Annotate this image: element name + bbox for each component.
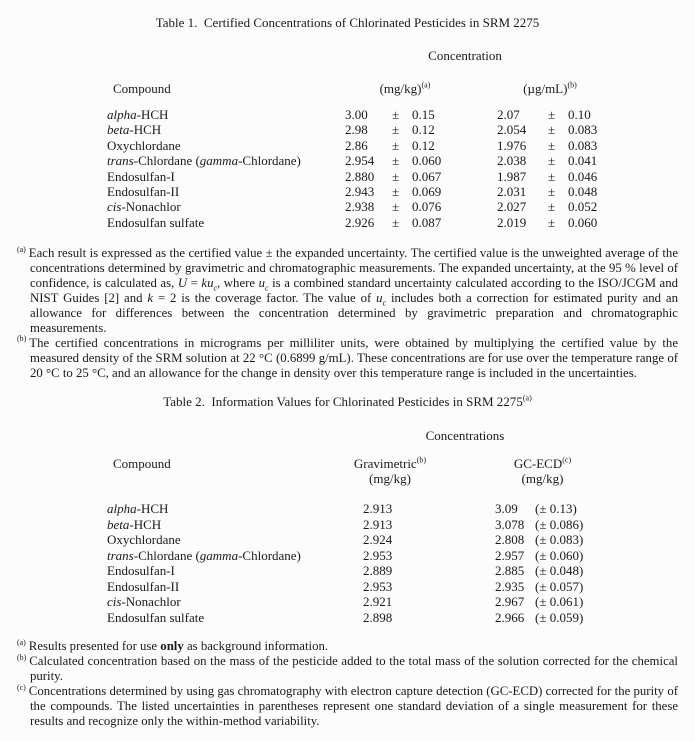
- table1-column-header-row: [0, 81, 695, 96]
- mgkg-value-cell: 2.938: [345, 199, 375, 215]
- mgkg-value-cell: 2.86: [345, 137, 368, 153]
- row-indent: [0, 153, 107, 168]
- table-row: [0, 532, 695, 548]
- plus-minus-symbol: ±: [392, 168, 400, 184]
- compound-cell: [107, 215, 345, 230]
- gravimetric-value-cell: 2.889: [363, 563, 393, 579]
- table-row: [0, 138, 695, 153]
- spacer: [415, 610, 495, 626]
- compound-cell: [107, 199, 345, 214]
- footnote-marker: (b): [17, 653, 27, 663]
- spacer: [415, 517, 495, 533]
- mgkg-uncertainty-cell: 0.067: [412, 168, 442, 184]
- spacer: [415, 532, 495, 548]
- title-text: Table 2. Information Values for Chlorinated Pesticides in SRM 2275: [163, 394, 523, 410]
- gcecd-uncertainty-cell: (± 0.059): [535, 609, 584, 625]
- text-segment: alpha: [107, 107, 137, 122]
- compound-cell: [107, 138, 345, 153]
- plus-minus-symbol: ±: [548, 184, 556, 200]
- ugml-uncertainty-cell: 0.10: [568, 107, 591, 122]
- table2-body: [0, 501, 695, 625]
- ugml-value-cell: 2.07: [497, 107, 520, 122]
- footnote-ref: (b): [416, 456, 427, 466]
- text-segment: c: [213, 283, 218, 293]
- plus-minus-symbol: ±: [392, 199, 400, 215]
- text-segment: Endosulfan-II: [107, 184, 180, 200]
- plus-minus-symbol: ±: [548, 137, 556, 153]
- text-segment: only: [160, 639, 184, 654]
- compound-cell: [107, 532, 363, 548]
- text-segment: Endosulfan-I: [107, 168, 175, 184]
- table1-body: [0, 107, 695, 230]
- gcecd-uncertainty-cell: (± 0.13): [535, 501, 577, 517]
- text-segment: Endosulfan sulfate: [107, 214, 205, 230]
- table2-title: [0, 394, 695, 409]
- table-row: [0, 548, 695, 564]
- gcecd-value-cell: 2.957: [495, 547, 525, 563]
- text-segment: as background information.: [183, 639, 329, 654]
- gcecd-uncertainty-cell: (± 0.061): [535, 594, 584, 610]
- unit-label: (µg/mL): [523, 81, 568, 96]
- table2-footnotes: [17, 639, 678, 728]
- gravimetric-value-cell: 2.953: [363, 547, 393, 563]
- ugml-uncertainty-cell: 0.046: [568, 168, 598, 184]
- footnote-ref: (a): [522, 394, 532, 404]
- text-segment: k: [147, 290, 154, 305]
- plus-minus-symbol: ±: [392, 153, 400, 169]
- compound-cell: [107, 548, 363, 564]
- table2-column-header-row: [0, 456, 695, 486]
- mgkg-uncertainty-cell: 0.12: [412, 137, 435, 153]
- ugml-value-cell: 1.976: [497, 137, 527, 153]
- text-segment: is a combined standard uncertainty calculated according to the ISO/JCGM and NIST Guides [2] and: [30, 276, 678, 305]
- row-indent: [0, 563, 107, 579]
- text-segment: -Nonachlor: [121, 594, 181, 610]
- plus-minus-symbol: ±: [392, 107, 400, 122]
- ugml-value-cell: 2.031: [497, 184, 527, 200]
- plus-minus-symbol: ±: [548, 153, 556, 169]
- spacer: [415, 563, 495, 579]
- text-segment: Concentrations determined by using gas chromatography with electron capture detection (GC-ECD) corrected for the purity of the compounds. The listed uncertainties in parentheses represent one standard deviation of a single measurement for these results and recognize only the within-method variability.: [28, 684, 678, 728]
- row-indent: [0, 169, 107, 184]
- text-segment: =: [187, 276, 202, 291]
- table1-group-header: Concentration: [428, 48, 502, 63]
- spacer: [415, 501, 495, 517]
- gravimetric-value-cell: 2.913: [363, 501, 393, 517]
- ugml-value-cell: 2.019: [497, 214, 527, 230]
- gcecd-uncertainty-cell: (± 0.057): [535, 578, 584, 594]
- footnote-marker: (a): [17, 244, 26, 254]
- spacer: [0, 456, 113, 486]
- text-segment: gamma: [199, 547, 239, 563]
- row-indent: [0, 107, 107, 122]
- row-indent: [0, 184, 107, 199]
- text-segment: Oxychlordane: [107, 137, 181, 153]
- mgkg-uncertainty-cell: 0.087: [412, 214, 442, 230]
- column-label: Gravimetric: [353, 456, 417, 472]
- table1-title: Table 1. Certified Concentrations of Chlorinated Pesticides in SRM 2275: [155, 15, 540, 30]
- mgkg-value-cell: 2.954: [345, 153, 375, 169]
- text-segment: -HCH: [129, 122, 162, 138]
- mgkg-uncertainty-cell: 0.12: [412, 122, 435, 138]
- row-indent: [0, 579, 107, 595]
- text-segment: Results presented for use: [28, 639, 161, 654]
- ugml-uncertainty-cell: 0.083: [568, 137, 598, 153]
- table-row: [0, 184, 695, 199]
- plus-minus-symbol: ±: [392, 122, 400, 138]
- ugml-value-cell: 2.027: [497, 199, 527, 215]
- text-segment: -Chlordane (: [133, 153, 200, 169]
- gcecd-value-cell: 2.885: [495, 563, 525, 579]
- text-segment: cis: [107, 594, 122, 610]
- text-segment: -Chlordane): [238, 153, 301, 169]
- table1-compound-header: Compound: [113, 81, 171, 96]
- row-indent: [0, 501, 107, 517]
- text-segment: Endosulfan-I: [107, 563, 175, 579]
- text-segment: Endosulfan-II: [107, 578, 180, 594]
- table-row: [0, 594, 695, 610]
- unit-label: (mg/kg): [369, 471, 411, 487]
- gcecd-uncertainty-cell: (± 0.086): [535, 516, 584, 532]
- compound-cell: [107, 169, 345, 184]
- row-indent: [0, 122, 107, 137]
- column-label-line: [485, 456, 600, 471]
- footnote-ref: (b): [567, 80, 577, 90]
- text-segment: c: [265, 283, 269, 293]
- text-segment: -HCH: [136, 107, 169, 122]
- ugml-uncertainty-cell: 0.048: [568, 184, 598, 200]
- text-segment: beta: [107, 516, 130, 532]
- row-indent: [0, 532, 107, 548]
- gravimetric-value-cell: 2.921: [363, 594, 393, 610]
- table2-compound-header: Compound: [113, 456, 171, 472]
- text-segment: -Chlordane (: [133, 547, 200, 563]
- plus-minus-symbol: ±: [548, 107, 556, 122]
- column-label-line: [335, 456, 445, 471]
- gcecd-value-cell: 2.966: [495, 609, 525, 625]
- compound-cell: [107, 517, 363, 533]
- mgkg-uncertainty-cell: 0.15: [412, 107, 435, 122]
- gcecd-value-cell: 2.967: [495, 594, 525, 610]
- table-row: [0, 153, 695, 168]
- gcecd-value-cell: 2.935: [495, 578, 525, 594]
- plus-minus-symbol: ±: [392, 184, 400, 200]
- footnote: [17, 639, 678, 654]
- ugml-uncertainty-cell: 0.041: [568, 153, 598, 169]
- spacer: [445, 456, 485, 486]
- unit-label: (mg/kg): [379, 81, 422, 96]
- text-segment: Each result is expressed as the certified value ± the expanded uncertainty. The certified value is the unweighted average of the concentrations determined by gravimetric and chromatographic measurements. The expanded uncertainty, at the 95 % level of confidence, is calculated as,: [28, 246, 678, 291]
- gcecd-uncertainty-cell: (± 0.060): [535, 547, 584, 563]
- plus-minus-symbol: ±: [548, 168, 556, 184]
- compound-cell: [107, 563, 363, 579]
- table-row: [0, 215, 695, 230]
- table1-ugml-header: [485, 81, 615, 96]
- footnote-marker: (b): [17, 334, 27, 344]
- table2-gcecd-header: [485, 456, 600, 486]
- table-row: [0, 501, 695, 517]
- footnote: [17, 246, 678, 335]
- table2-group-header: Concentrations: [425, 428, 505, 444]
- gcecd-value-cell: 3.078: [495, 516, 525, 532]
- plus-minus-symbol: ±: [392, 137, 400, 153]
- column-label: GC-ECD: [513, 456, 563, 472]
- footnote-ref: (c): [562, 456, 572, 466]
- footnote: [17, 654, 678, 684]
- spacer: [0, 81, 113, 96]
- gravimetric-value-cell: 2.913: [363, 516, 393, 532]
- mgkg-uncertainty-cell: 0.076: [412, 199, 442, 215]
- plus-minus-symbol: ±: [548, 199, 556, 215]
- table1-mgkg-header: [345, 81, 465, 96]
- mgkg-uncertainty-cell: 0.060: [412, 153, 442, 169]
- mgkg-value-cell: 3.00: [345, 107, 368, 122]
- text-segment: Endosulfan sulfate: [107, 609, 205, 625]
- footnote-marker: (c): [17, 682, 26, 692]
- ugml-uncertainty-cell: 0.083: [568, 122, 598, 138]
- ugml-value-cell: 2.038: [497, 153, 527, 169]
- text-segment: ku: [201, 276, 214, 291]
- row-indent: [0, 548, 107, 564]
- row-indent: [0, 199, 107, 214]
- table-row: [0, 169, 695, 184]
- compound-cell: [107, 594, 363, 610]
- spacer: [415, 579, 495, 595]
- text-segment: includes both a correction for estimated purity and an allowance for differences between the concentration determined by gravimetric preparation and chromatographic measurements.: [30, 290, 679, 335]
- row-indent: [0, 594, 107, 610]
- mgkg-uncertainty-cell: 0.069: [412, 184, 442, 200]
- plus-minus-symbol: ±: [548, 122, 556, 138]
- text-segment: trans: [107, 547, 134, 563]
- text-segment: u: [376, 290, 383, 305]
- unit-label: (mg/kg): [521, 471, 564, 487]
- ugml-value-cell: 1.987: [497, 168, 527, 184]
- row-indent: [0, 517, 107, 533]
- text-segment: Oxychlordane: [107, 532, 181, 548]
- row-indent: [0, 610, 107, 626]
- gravimetric-value-cell: 2.898: [363, 609, 393, 625]
- compound-cell: [107, 153, 345, 168]
- text-segment: = 2 is the coverage factor. The value of: [153, 290, 377, 305]
- spacer: [415, 594, 495, 610]
- spacer: [465, 81, 485, 96]
- text-segment: alpha: [107, 501, 137, 517]
- table-row: [0, 107, 695, 122]
- gcecd-uncertainty-cell: (± 0.083): [535, 532, 584, 548]
- footnote-ref: (a): [421, 80, 431, 90]
- text-segment: -HCH: [129, 516, 162, 532]
- text-segment: c: [382, 298, 387, 308]
- text-segment: trans: [107, 153, 134, 169]
- gcecd-value-cell: 3.09: [495, 501, 518, 517]
- table-row: [0, 610, 695, 626]
- footnote-marker: (a): [17, 638, 26, 648]
- table2-gravimetric-header: [335, 456, 445, 486]
- table-row: [0, 563, 695, 579]
- plus-minus-symbol: ±: [392, 214, 400, 230]
- gravimetric-value-cell: 2.953: [363, 578, 393, 594]
- row-indent: [0, 215, 107, 230]
- mgkg-value-cell: 2.943: [345, 184, 375, 200]
- table-row: [0, 122, 695, 137]
- text-segment: -Nonachlor: [121, 199, 181, 215]
- text-segment: cis: [107, 199, 122, 215]
- text-segment: beta: [107, 122, 130, 138]
- text-segment: The certified concentrations in micrograms per milliliter units, were obtained by multiplying the certified value by the measured density of the SRM solution at 22 °C (0.6899 g/mL). These concentrations are for use over the temperature range of 20 °C to 25 °C, and an allowance for the change in density over this temperature range is included in the uncertainties.: [29, 335, 678, 380]
- text-segment: u: [258, 276, 266, 291]
- table-row: [0, 579, 695, 595]
- text-segment: , where: [217, 276, 259, 291]
- gcecd-uncertainty-cell: (± 0.048): [535, 563, 584, 579]
- footnote: [17, 684, 678, 729]
- text-segment: U: [177, 276, 188, 291]
- text-segment: -Chlordane): [238, 547, 301, 563]
- compound-cell: [107, 501, 363, 517]
- mgkg-value-cell: 2.98: [345, 122, 368, 138]
- ugml-uncertainty-cell: 0.052: [568, 199, 598, 215]
- compound-cell: [107, 107, 345, 122]
- compound-cell: [107, 610, 363, 626]
- compound-cell: [107, 184, 345, 199]
- footnote: [17, 336, 678, 381]
- compound-cell: [107, 579, 363, 595]
- row-indent: [0, 138, 107, 153]
- text-segment: Calculated concentration based on the mass of the pesticide added to the total mass of the solution corrected for the chemical purity.: [29, 654, 678, 684]
- mgkg-value-cell: 2.926: [345, 214, 375, 230]
- compound-cell: [107, 122, 345, 137]
- mgkg-value-cell: 2.880: [345, 168, 375, 184]
- text-segment: -HCH: [136, 501, 169, 517]
- gravimetric-value-cell: 2.924: [363, 532, 393, 548]
- table1-footnotes: [17, 246, 678, 380]
- spacer: [415, 548, 495, 564]
- table-row: [0, 517, 695, 533]
- ugml-uncertainty-cell: 0.060: [568, 214, 598, 230]
- ugml-value-cell: 2.054: [497, 122, 527, 138]
- text-segment: gamma: [199, 153, 239, 169]
- table-row: [0, 199, 695, 214]
- plus-minus-symbol: ±: [548, 214, 556, 230]
- gcecd-value-cell: 2.808: [495, 532, 525, 548]
